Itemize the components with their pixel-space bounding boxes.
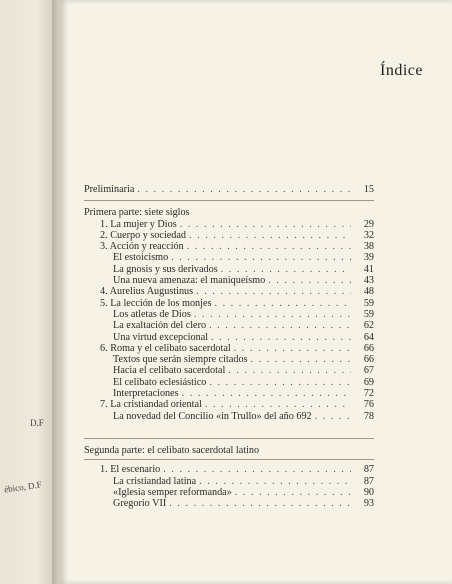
toc-entry xyxy=(84,219,374,230)
toc-entry-page: 32 xyxy=(363,229,374,241)
left-page xyxy=(0,0,52,584)
divider xyxy=(84,438,374,439)
left-page-fragment: D.F xyxy=(30,418,44,428)
dot-leader xyxy=(209,377,351,388)
toc-entry-label: 2. Cuerpo y sociedad xyxy=(100,229,187,241)
divider xyxy=(84,459,374,460)
dot-leader xyxy=(205,399,351,410)
dot-leader xyxy=(137,184,351,195)
dot-leader xyxy=(235,487,351,498)
toc-entry-page: 78 xyxy=(363,410,374,422)
toc-entry xyxy=(84,241,374,252)
toc-entry xyxy=(84,476,374,487)
dot-leader xyxy=(171,252,351,263)
dot-leader xyxy=(199,476,351,487)
toc-entry-label: El celibato eclesiástico xyxy=(113,376,207,388)
toc-entry xyxy=(84,286,374,297)
toc-entry-label: Preliminaria xyxy=(84,184,135,195)
toc-entry-page: 15 xyxy=(363,184,374,195)
left-page-fragment: ébico, D.F xyxy=(3,479,43,495)
toc-entry-page: 38 xyxy=(363,241,374,253)
toc-entry-label: Una nueva amenaza: el maniqueísmo xyxy=(113,275,266,287)
toc-entry-page: 76 xyxy=(363,399,374,411)
toc-entry-page: 59 xyxy=(363,308,374,320)
toc-entry-label: 3. Acción y reacción xyxy=(100,241,184,253)
toc-entry-label: La cristiandad latina xyxy=(113,475,197,487)
toc-entry-page: 66 xyxy=(363,342,374,354)
part-2-entries xyxy=(84,464,374,509)
toc-entry-page: 39 xyxy=(363,252,374,264)
dot-leader xyxy=(187,241,351,252)
toc-entry-label: La exaltación del clero xyxy=(113,320,207,332)
toc-entry xyxy=(84,264,374,275)
toc-entry xyxy=(84,343,374,354)
toc-entry-label: Gregorio VII xyxy=(113,498,167,510)
divider xyxy=(84,200,374,201)
part-heading: Segunda parte: el celibato sacerdotal latino xyxy=(84,444,260,456)
toc-entry-label: Hacia el celibato sacerdotal xyxy=(113,365,226,377)
dot-leader xyxy=(209,320,351,331)
toc-entry-label: El estoicismo xyxy=(113,252,169,264)
toc-entry-label: 7. La cristiandad oriental xyxy=(100,399,202,411)
table-of-contents xyxy=(84,184,374,509)
toc-entry-label: La gnosis y sus derivados xyxy=(113,263,218,275)
toc-entry-page: 43 xyxy=(363,275,374,287)
dot-leader xyxy=(214,298,351,309)
toc-entry xyxy=(84,298,374,309)
toc-entry-page: 48 xyxy=(363,286,374,298)
toc-entry-label: «Iglesia semper reformanda» xyxy=(113,486,232,498)
toc-entry xyxy=(84,309,374,320)
dot-leader xyxy=(196,286,351,297)
toc-entry xyxy=(84,411,374,422)
toc-entry-label: 1. La mujer y Dios xyxy=(100,218,177,230)
toc-entry xyxy=(84,230,374,241)
toc-entry xyxy=(84,464,374,475)
toc-entry-page: 62 xyxy=(363,320,374,332)
dot-leader xyxy=(180,219,351,230)
toc-entry xyxy=(84,320,374,331)
dot-leader xyxy=(221,264,351,275)
toc-entry-label: Los atletas de Dios xyxy=(113,308,191,320)
toc-entry-page: 93 xyxy=(363,498,374,510)
toc-entry-preliminaria xyxy=(84,184,374,195)
dot-leader xyxy=(189,230,351,241)
toc-entry-label: 6. Roma y el celibato sacerdotal xyxy=(100,342,231,354)
part-heading: Primera parte: siete siglos xyxy=(84,207,190,219)
dot-leader xyxy=(268,275,351,286)
toc-entry-page: 67 xyxy=(363,365,374,377)
toc-entry-label: La novedad del Concilio «in Trullo» del año 692 xyxy=(113,410,312,422)
toc-entry-page: 69 xyxy=(363,376,374,388)
dot-leader xyxy=(194,309,351,320)
toc-entry-label: 1. El escenario xyxy=(100,464,161,476)
dot-leader xyxy=(228,365,351,376)
toc-entry xyxy=(84,365,374,376)
toc-entry xyxy=(84,275,374,286)
page-title: Índice xyxy=(380,62,423,79)
toc-entry-label: 4. Aurelius Augustinus xyxy=(100,286,194,298)
toc-entry-label: 5. La lección de los monjes xyxy=(100,297,212,309)
toc-entry-page: 87 xyxy=(363,464,374,476)
toc-entry-label: Interpretaciones xyxy=(113,388,179,400)
toc-entry-page: 59 xyxy=(363,297,374,309)
toc-entry-page: 64 xyxy=(363,331,374,343)
toc-entry xyxy=(84,399,374,410)
toc-entry-label: Textos que serán siempre citados xyxy=(113,354,248,366)
dot-leader xyxy=(234,343,351,354)
toc-entry-page: 72 xyxy=(363,388,374,400)
toc-entry xyxy=(84,388,374,399)
toc-entry-page: 90 xyxy=(363,486,374,498)
toc-entry xyxy=(84,377,374,388)
dot-leader xyxy=(211,332,351,343)
toc-entry-page: 87 xyxy=(363,475,374,487)
toc-entry xyxy=(84,498,374,509)
toc-entry-page: 41 xyxy=(363,263,374,275)
toc-entry xyxy=(84,354,374,365)
toc-entry xyxy=(84,252,374,263)
dot-leader xyxy=(169,498,351,509)
toc-entry-label: Una virtud excepcional xyxy=(113,331,209,343)
dot-leader xyxy=(315,411,351,422)
toc-entry xyxy=(84,332,374,343)
toc-entry-page: 66 xyxy=(363,354,374,366)
toc-entry xyxy=(84,487,374,498)
dot-leader xyxy=(182,388,351,399)
dot-leader xyxy=(163,464,351,475)
part-1-entries xyxy=(84,219,374,422)
dot-leader xyxy=(251,354,351,365)
toc-entry-page: 29 xyxy=(363,218,374,230)
